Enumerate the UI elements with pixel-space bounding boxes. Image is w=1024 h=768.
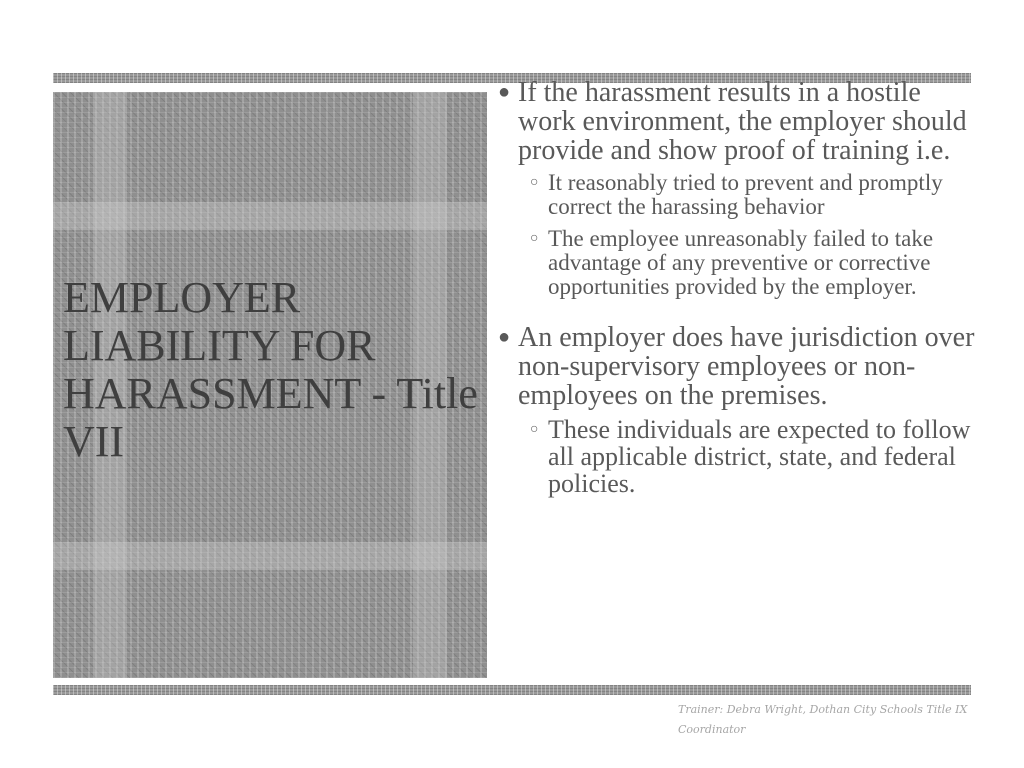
footer-credit: Trainer: Debra Wright, Dothan City Schools Title IX Coordinator (678, 703, 968, 736)
bullet-dot-icon: ● (498, 326, 511, 348)
sub-bullet-text: These individuals are expected to follow all applicable district, state, and federal policies. (548, 415, 971, 498)
slide-title: EMPLOYER LIABILITY FOR HARASSMENT - Title VII (63, 273, 478, 466)
bullet-dot-icon: ● (498, 81, 511, 103)
bullet-text: An employer does have jurisdiction over non-supervisory employees or non-employees on the premises. (518, 322, 975, 411)
bottom-decorative-bar (53, 685, 971, 695)
bullet-text: If the harassment results in a hostile work environment, the employer should provide and show proof of training i.e. (518, 77, 967, 166)
sub-bullet-item (496, 416, 978, 497)
sub-bullet-item (496, 227, 978, 299)
panel-texture-band (53, 202, 487, 230)
hollow-circle-bullet-icon: ○ (530, 175, 539, 190)
bullet-item (496, 323, 978, 410)
sub-bullet-text: It reasonably tried to prevent and promptly correct the harassing behavior (548, 170, 943, 219)
sub-bullet-text: The employee unreasonably failed to take advantage of any preventive or corrective opportunities provided by the employer. (548, 226, 934, 299)
sub-bullet-item (496, 171, 978, 219)
bullet-item (496, 78, 978, 165)
content-body (496, 78, 978, 505)
spacer (496, 307, 978, 323)
panel-texture-band (53, 542, 487, 570)
title-panel (53, 92, 487, 678)
hollow-circle-bullet-icon: ○ (530, 422, 539, 437)
hollow-circle-bullet-icon: ○ (530, 231, 539, 246)
